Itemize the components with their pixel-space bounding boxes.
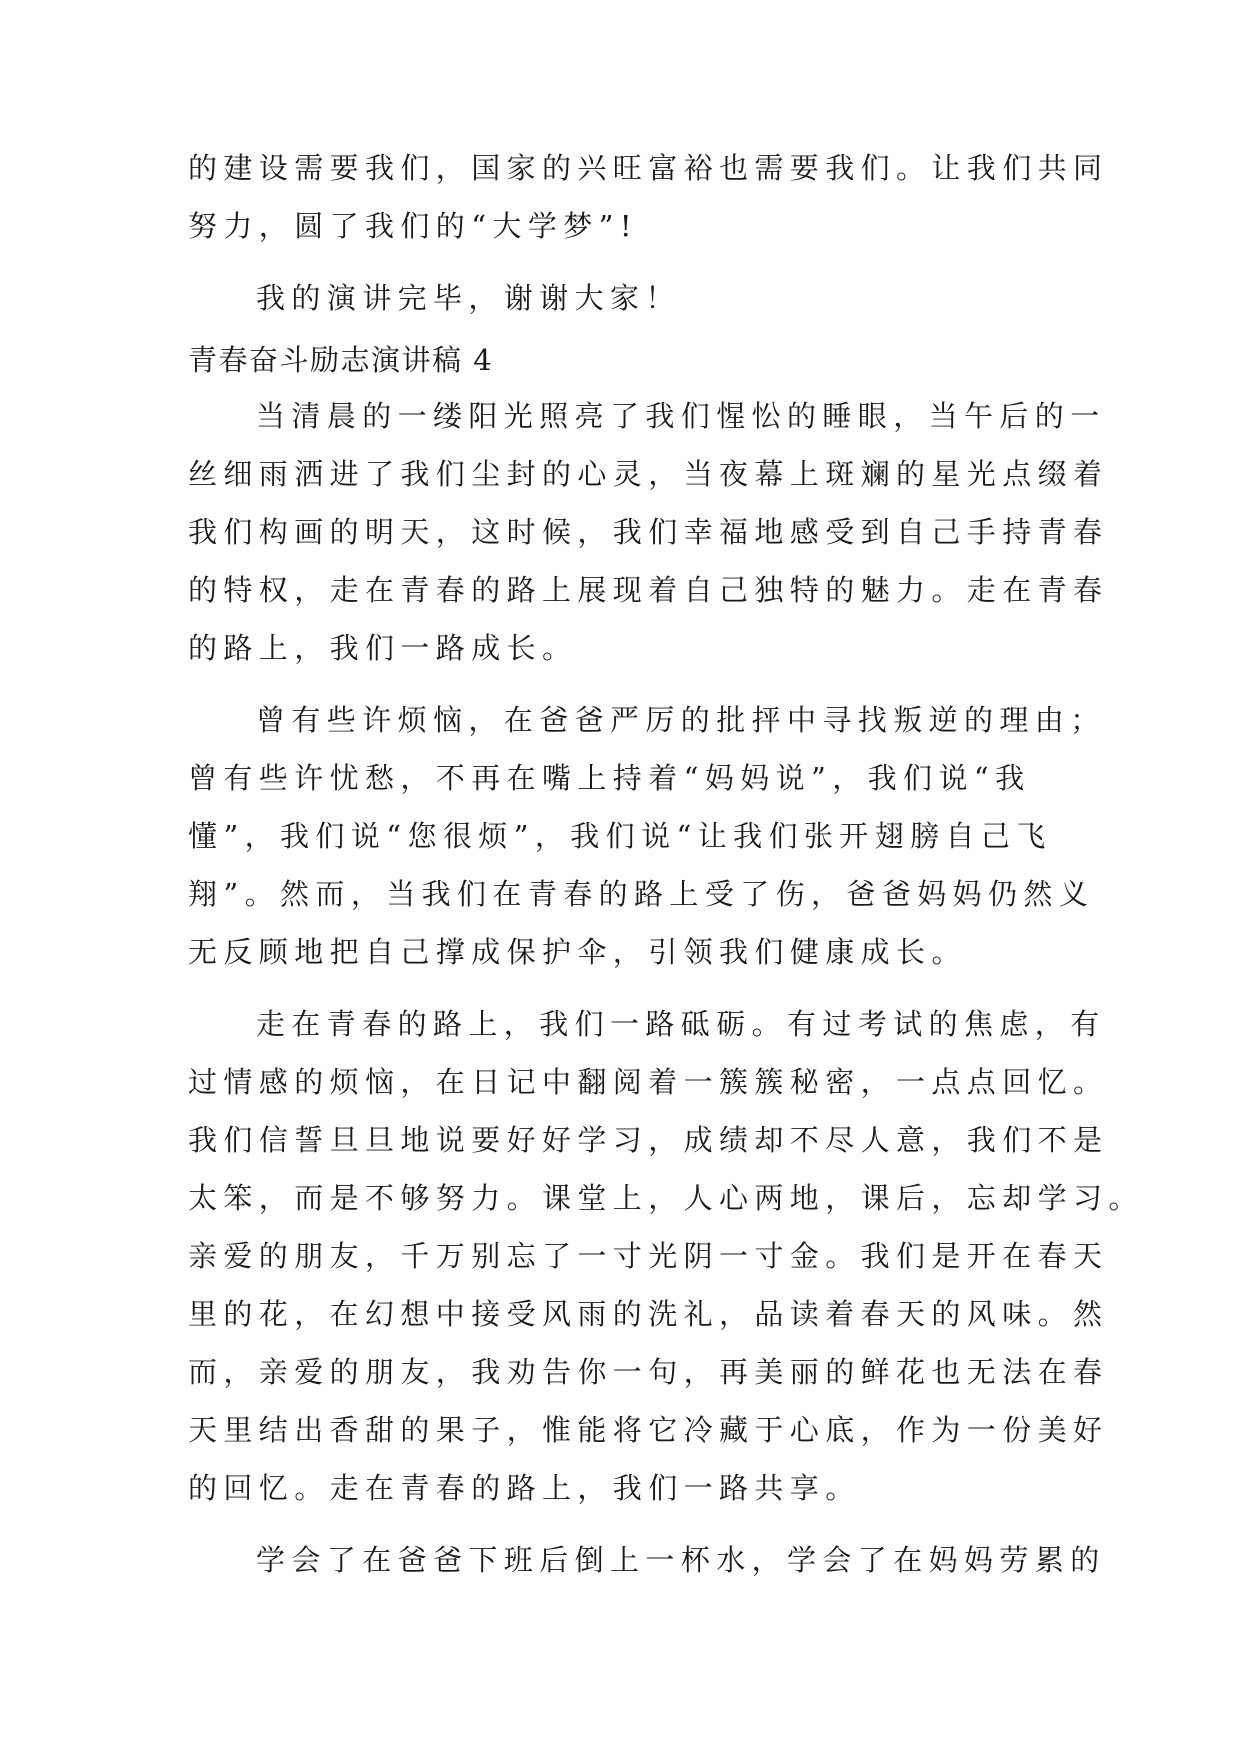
paragraph-line: 亲爱的朋友，千万别忘了一寸光阴一寸金。我们是开在春天 [188, 1239, 1109, 1273]
closing-line: 我的演讲完毕，谢谢大家！ [256, 281, 681, 315]
paragraph-line: 我们信誓旦旦地说要好好学习，成绩却不尽人意，我们不是 [188, 1123, 1109, 1157]
paragraph-line: 无反顾地把自己撑成保护伞，引领我们健康成长。 [188, 935, 967, 969]
paragraph-line: 太笨，而是不够努力。课堂上，人心两地，课后，忘却学习。 [188, 1181, 1144, 1215]
paragraph-line: 走在青春的路上，我们一路砥砺。有过考试的焦虑，有 [256, 1007, 1106, 1041]
paragraph-line: 的特权，走在青春的路上展现着自己独特的魅力。走在青春 [188, 573, 1109, 607]
paragraph-line: 当清晨的一缕阳光照亮了我们惺忪的睡眼，当午后的一 [256, 399, 1106, 433]
paragraph-line: 学会了在爸爸下班后倒上一杯水，学会了在妈妈劳累的 [256, 1543, 1106, 1577]
paragraph-line: 天里结出香甜的果子，惟能将它冷藏于心底，作为一份美好 [188, 1413, 1109, 1447]
paragraph-line: 而，亲爱的朋友，我劝告你一句，再美丽的鲜花也无法在春 [188, 1355, 1109, 1389]
paragraph-line: 里的花，在幻想中接受风雨的洗礼，品读着春天的风味。然 [188, 1297, 1109, 1331]
paragraph-line: 曾有些许烦恼，在爸爸严厉的批抨中寻找叛逆的理由； [256, 703, 1106, 737]
paragraph-line: 的建设需要我们，国家的兴旺富裕也需要我们。让我们共同 [188, 151, 1109, 185]
paragraph-line: 曾有些许忧愁，不再在嘴上持着“妈妈说”，我们说“我 [188, 761, 1031, 795]
paragraph-line: 丝细雨洒进了我们尘封的心灵，当夜幕上斑斓的星光点缀着 [188, 457, 1109, 491]
paragraph-line: 努力，圆了我们的“大学梦”! [188, 209, 638, 243]
paragraph-line: 懂”，我们说“您很烦”，我们说“让我们张开翅膀自己飞 [188, 819, 1052, 853]
paragraph-line: 翔”。然而，当我们在青春的路上受了伤，爸爸妈妈仍然义 [188, 877, 1095, 911]
paragraph-line: 的路上，我们一路成长。 [188, 631, 578, 665]
paragraph-line: 的回忆。走在青春的路上，我们一路共享。 [188, 1471, 861, 1505]
paragraph-line: 我们构画的明天，这时候，我们幸福地感受到自己手持青春 [188, 515, 1109, 549]
section-heading: 青春奋斗励志演讲稿 4 [188, 343, 494, 377]
paragraph-line: 过情感的烦恼，在日记中翻阅着一簇簇秘密，一点点回忆。 [188, 1065, 1109, 1099]
